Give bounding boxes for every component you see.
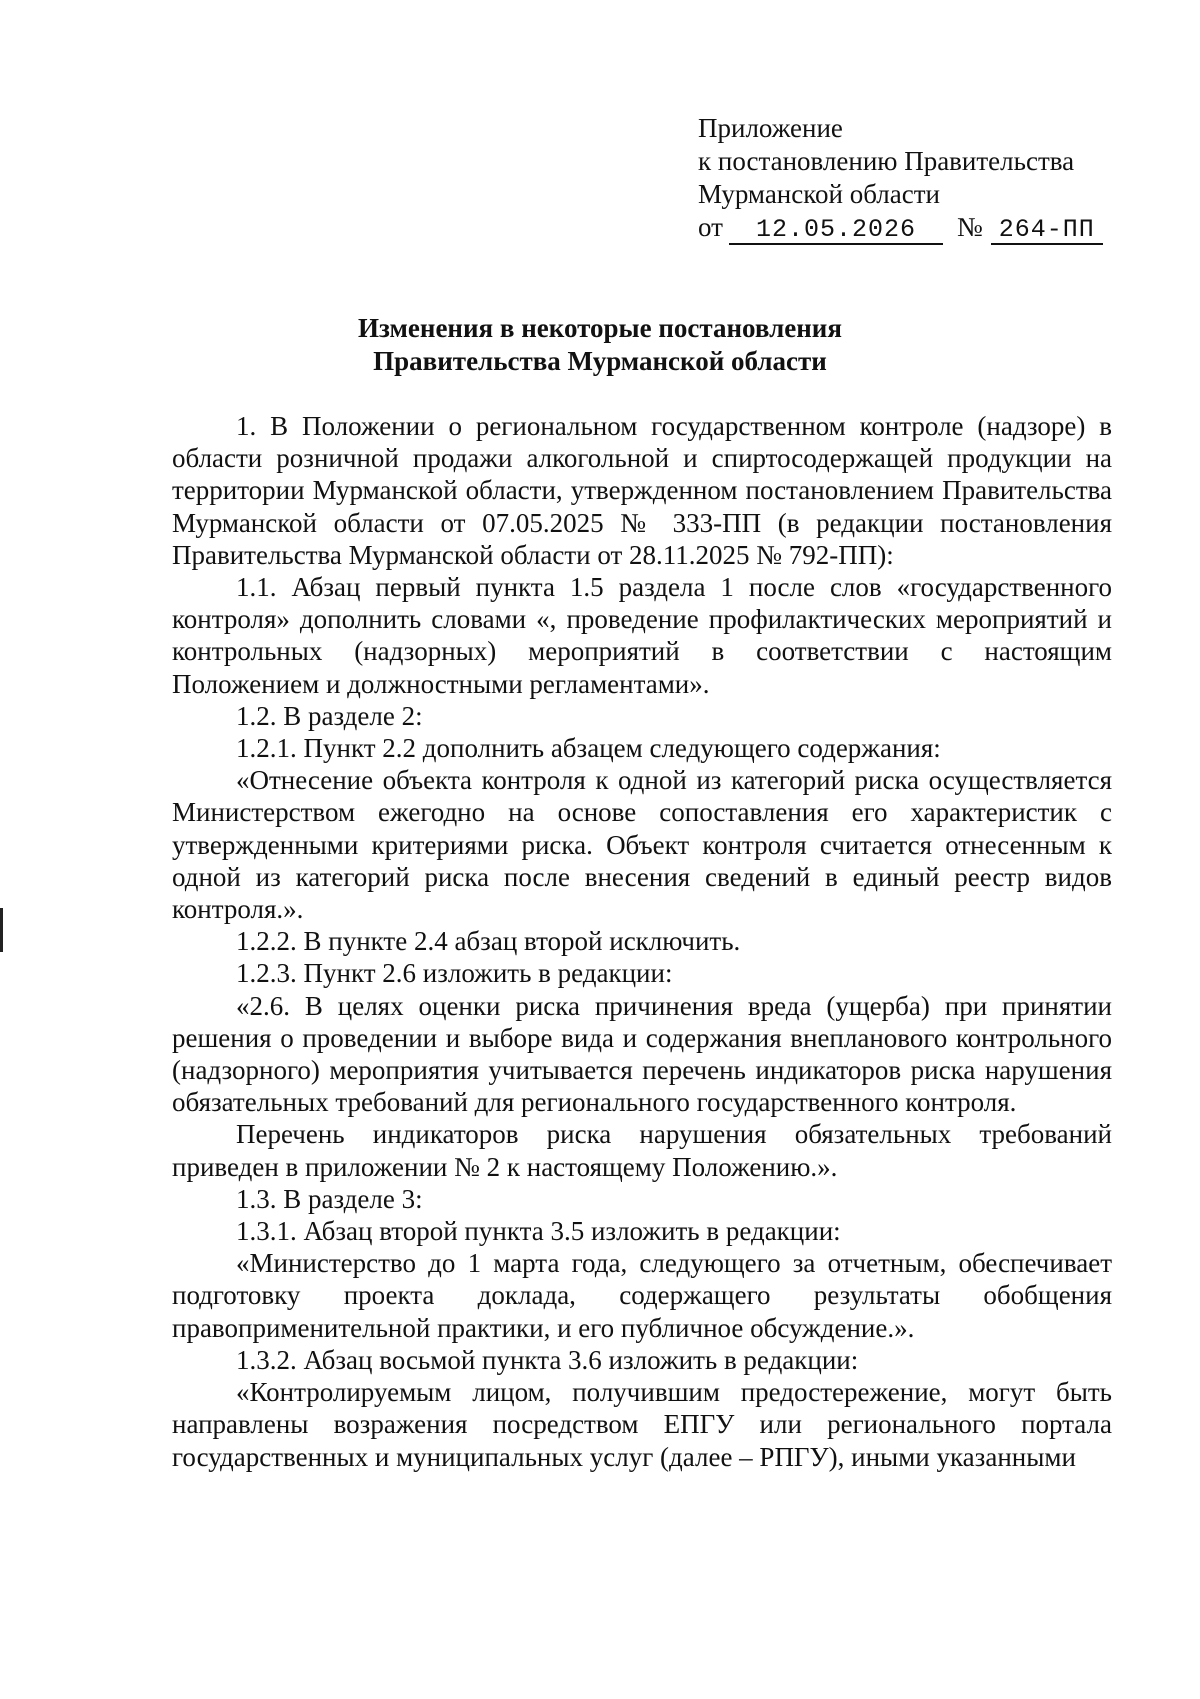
title-line-2: Правительства Мурманской области xyxy=(373,346,827,376)
appendix-line-1: Приложение xyxy=(698,113,843,143)
paragraph: 1.1. Абзац первый пункта 1.5 раздела 1 после слов «государственного контроля» дополнить словами «, проведение профилактических мероприятий и контрольных (надзорных) мероприятий в соответствии с настоящим Положением и должностными регламентами». xyxy=(172,572,1112,699)
number-prefix: № xyxy=(956,212,983,242)
paragraph: 1.3. В разделе 3: xyxy=(236,1183,423,1214)
paragraph: «Отнесение объекта контроля к одной из категорий риска осуществляется Министерством ежегодно на основе сопоставления его характеристик с утвержденными критериями риска. Объект контроля считается отнесенным к одной из категорий риска после внесения сведений в единый реестр видов контроля.». xyxy=(172,765,1112,925)
paragraph: 1.3.1. Абзац второй пункта 3.5 изложить в редакции: xyxy=(236,1216,841,1247)
resolution-number: 264-ПП xyxy=(991,217,1103,245)
paragraph: «2.6. В целях оценки риска причинения вреда (ущерба) при принятии решения о проведении и выборе вида и содержания внепланового контрольного (надзорного) мероприятия учитывается перечень индикаторов риска нарушения обязательных требований для регионального государственного контроля. xyxy=(172,990,1112,1118)
document-title xyxy=(150,312,1050,378)
paragraph: Перечень индикаторов риска нарушения обязательных требований приведен в приложении № 2 к настоящему Положению.». xyxy=(172,1119,1112,1182)
appendix-date-line xyxy=(698,211,1158,245)
paragraph: 1.2.3. Пункт 2.6 изложить в редакции: xyxy=(236,958,673,989)
paragraph: 1.2. В разделе 2: xyxy=(236,700,423,731)
document-body xyxy=(172,410,1112,1473)
paragraph: 1. В Положении о региональном государственном контроле (надзоре) в области розничной продажи алкогольной и спиртосодержащей продукции на территории Мурманской области, утвержденном постановлением Правительства Мурманской области от 07.05.2025 № 333-ПП (в редакции постановления Правительства Мурманской области от 28.11.2025 № 792-ПП): xyxy=(172,411,1112,570)
appendix-line-3: Мурманской области xyxy=(698,179,940,209)
appendix-line-2: к постановлению Правительства xyxy=(698,146,1075,176)
date-prefix: от xyxy=(698,212,723,242)
paragraph: 1.3.2. Абзац восьмой пункта 3.6 изложить в редакции: xyxy=(236,1344,859,1375)
paragraph: «Министерство до 1 марта года, следующего за отчетным, обеспечивает подготовку проекта доклада, содержащего результаты обобщения правоприменительной практики, и его публичное обсуждение.». xyxy=(172,1248,1112,1343)
paragraph: 1.2.2. В пункте 2.4 абзац второй исключить. xyxy=(236,926,741,957)
paragraph: 1.2.1. Пункт 2.2 дополнить абзацем следующего содержания: xyxy=(236,733,941,764)
paragraph: «Контролируемым лицом, получившим предостережение, могут быть направлены возражения посредством ЕПГУ или регионального портала государственных и муниципальных услуг (далее – РПГУ), иными указанными xyxy=(172,1377,1112,1472)
scan-margin-mark xyxy=(0,908,3,952)
resolution-date: 12.05.2026 xyxy=(729,217,943,245)
appendix-stamp xyxy=(698,112,1158,245)
title-line-1: Изменения в некоторые постановления xyxy=(358,313,842,343)
